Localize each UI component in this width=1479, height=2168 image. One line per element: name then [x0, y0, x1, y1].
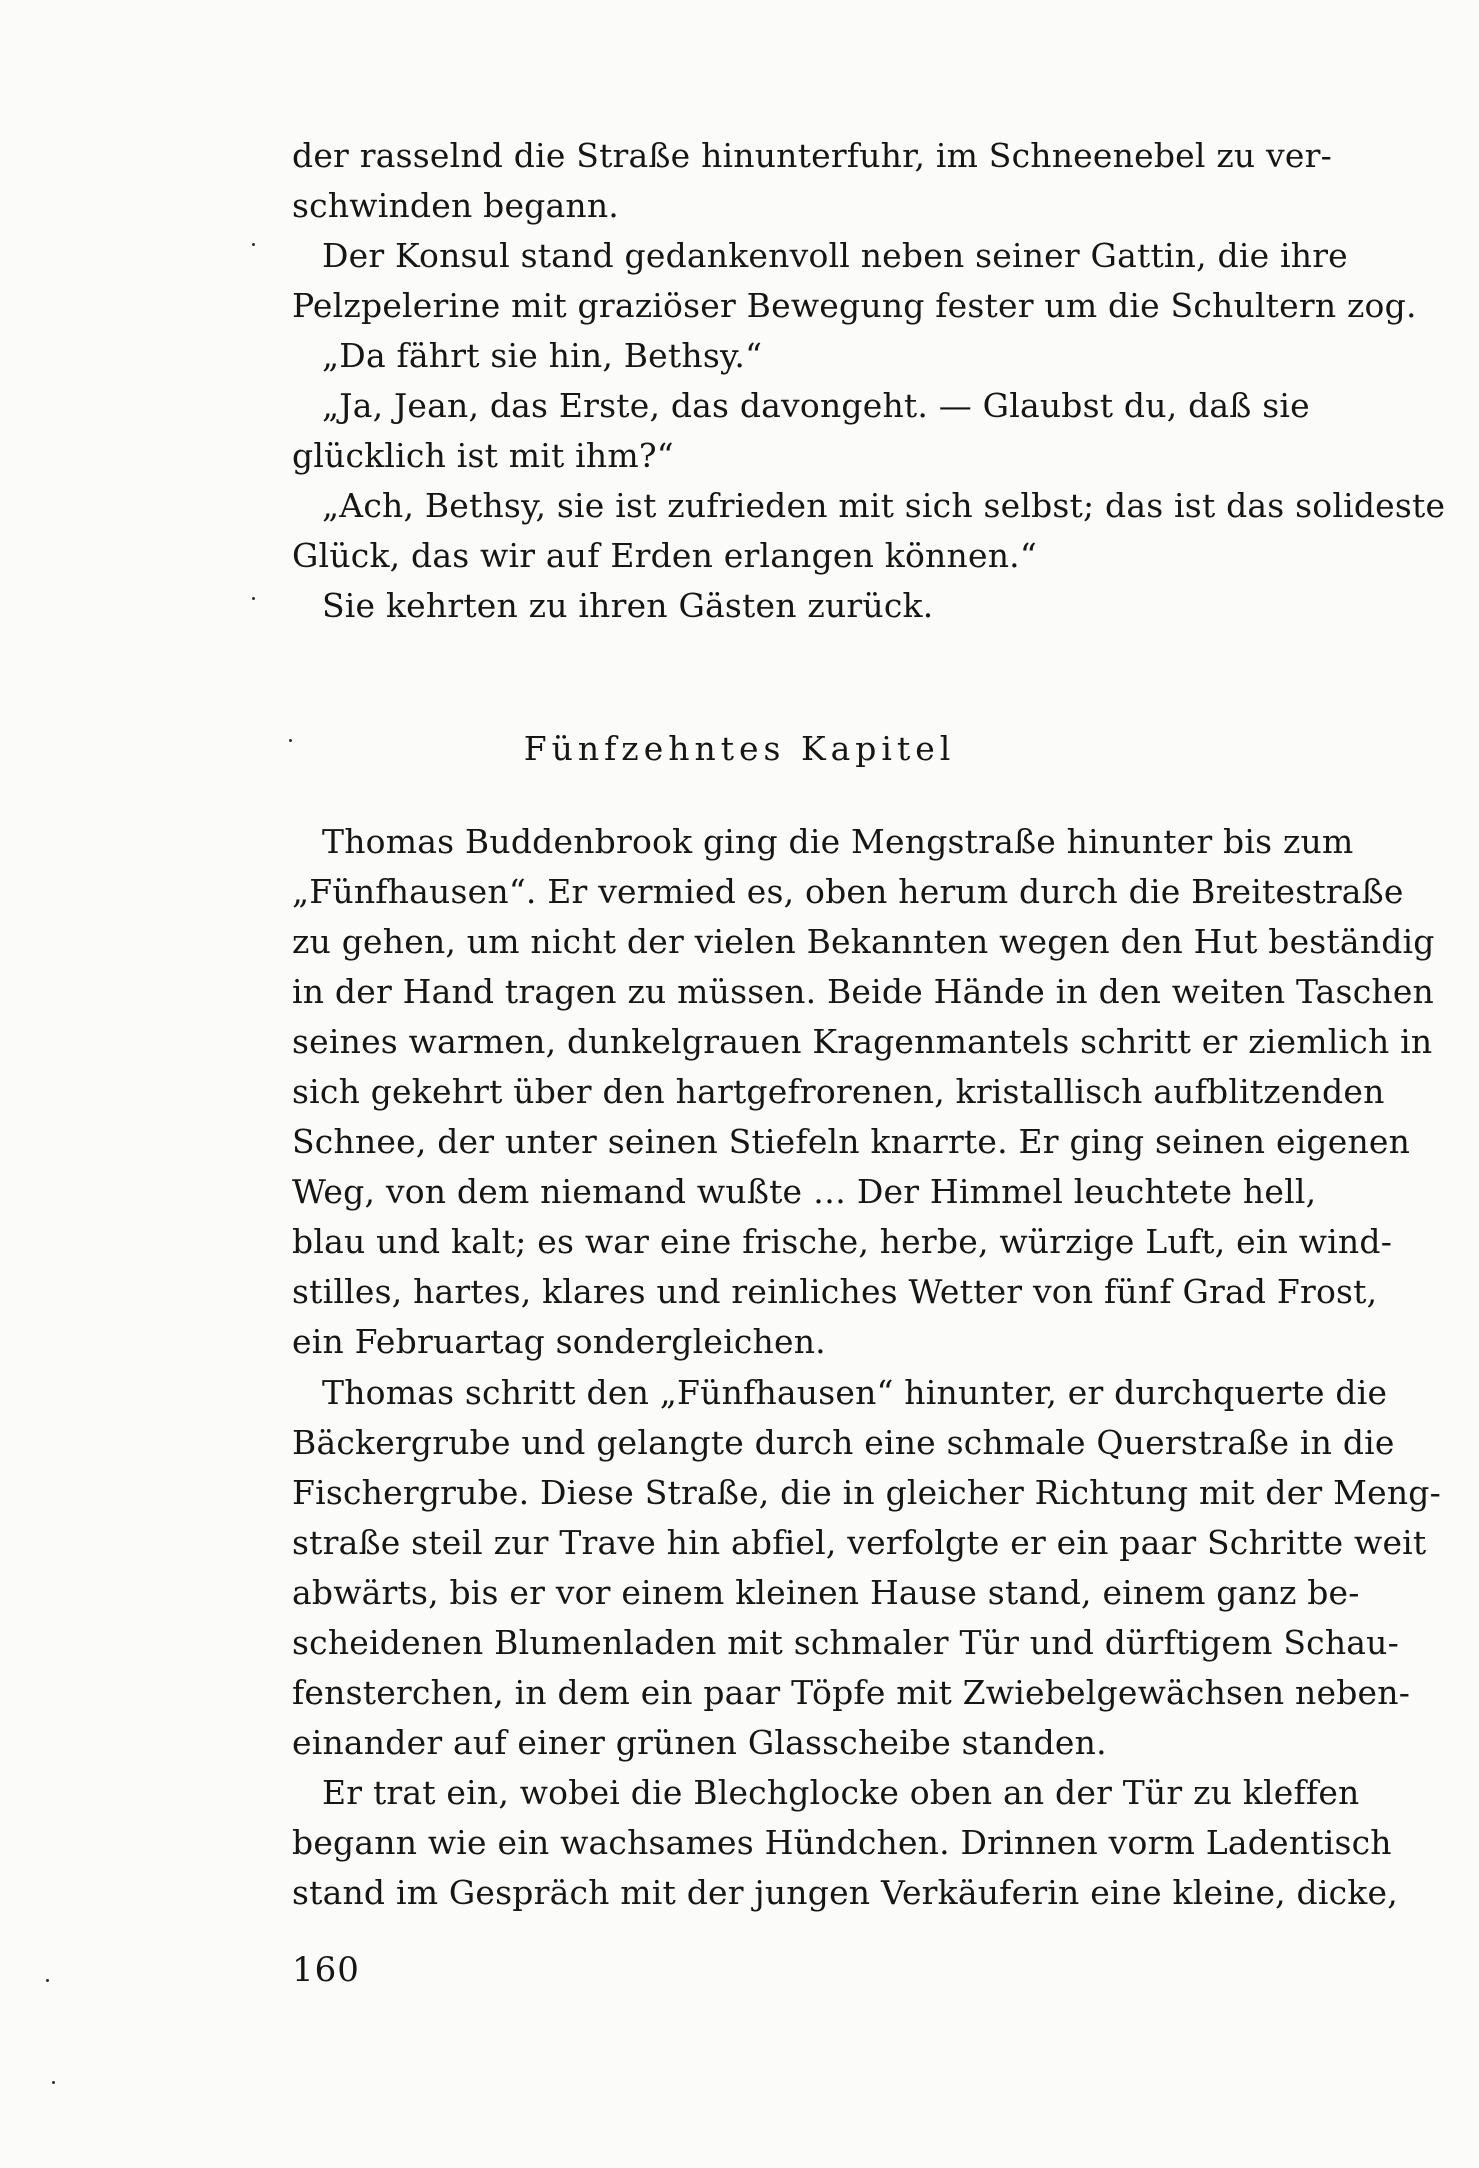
text-line: schwinden begann.	[292, 186, 619, 225]
text-line: Glück, das wir auf Erden erlangen können.“	[292, 536, 1037, 575]
text-line: blau und kalt; es war eine frische, herbe, würzige Luft, ein wind-	[292, 1222, 1393, 1261]
text-line: Thomas Buddenbrook ging die Mengstraße hinunter bis zum	[322, 822, 1354, 861]
text-line: Thomas schritt den „Fünfhausen“ hinunter, er durchquerte die	[322, 1373, 1388, 1412]
text-line: fensterchen, in dem ein paar Töpfe mit Zwiebelgewächsen neben-	[292, 1673, 1411, 1712]
page-number: 160	[292, 1950, 360, 1990]
paper-speck	[252, 243, 255, 246]
text-line: Der Konsul stand gedankenvoll neben seiner Gattin, die ihre	[322, 236, 1348, 275]
text-line: Bäckergrube und gelangte durch eine schmale Querstraße in die	[292, 1423, 1395, 1462]
chapter-heading: Fünfzehntes Kapitel	[523, 729, 956, 768]
text-line: sich gekehrt über den hartgefrorenen, kristallisch aufblitzenden	[292, 1072, 1385, 1111]
text-line: zu gehen, um nicht der vielen Bekannten wegen den Hut beständig	[292, 922, 1435, 961]
text-line: der rasselnd die Straße hinunterfuhr, im Schneenebel zu ver-	[292, 136, 1332, 175]
text-line: begann wie ein wachsames Hündchen. Drinnen vorm Ladentisch	[292, 1823, 1392, 1862]
paper-speck	[52, 2081, 55, 2084]
text-line: Fischergrube. Diese Straße, die in gleicher Richtung mit der Meng-	[292, 1473, 1441, 1512]
text-line: Sie kehrten zu ihren Gästen zurück.	[322, 586, 934, 625]
paper-speck	[252, 597, 255, 600]
text-line: straße steil zur Trave hin abfiel, verfolgte er ein paar Schritte weit	[292, 1523, 1427, 1562]
paper-speck	[46, 1979, 49, 1982]
text-line: ein Februartag sondergleichen.	[292, 1322, 826, 1361]
text-line: Weg, von dem niemand wußte … Der Himmel leuchtete hell,	[292, 1172, 1317, 1211]
text-line: stand im Gespräch mit der jungen Verkäuferin eine kleine, dicke,	[292, 1873, 1398, 1912]
text-line: scheidenen Blumenladen mit schmaler Tür und dürftigem Schau-	[292, 1623, 1399, 1662]
text-line: „Da fährt sie hin, Bethsy.“	[322, 336, 763, 375]
text-line: „Ach, Bethsy, sie ist zufrieden mit sich selbst; das ist das solideste	[322, 486, 1446, 525]
text-line: Er trat ein, wobei die Blechglocke oben an der Tür zu kleffen	[322, 1773, 1360, 1812]
text-line: glücklich ist mit ihm?“	[292, 436, 674, 475]
text-line: Schnee, der unter seinen Stiefeln knarrte. Er ging seinen eigenen	[292, 1122, 1411, 1161]
text-line: einander auf einer grünen Glasscheibe standen.	[292, 1723, 1107, 1762]
text-line: abwärts, bis er vor einem kleinen Hause stand, einem ganz be-	[292, 1573, 1360, 1612]
paper-speck	[289, 739, 292, 742]
text-line: in der Hand tragen zu müssen. Beide Hände in den weiten Taschen	[292, 972, 1435, 1011]
text-line: Pelzpelerine mit graziöser Bewegung fester um die Schultern zog.	[292, 286, 1417, 325]
text-line: „Ja, Jean, das Erste, das davongeht. — Glaubst du, daß sie	[322, 386, 1310, 425]
text-line: „Fünfhausen“. Er vermied es, oben herum durch die Breitestraße	[292, 872, 1404, 911]
text-line: seines warmen, dunkelgrauen Kragenmantels schritt er ziemlich in	[292, 1022, 1433, 1061]
text-line: stilles, hartes, klares und reinliches Wetter von fünf Grad Frost,	[292, 1272, 1378, 1311]
